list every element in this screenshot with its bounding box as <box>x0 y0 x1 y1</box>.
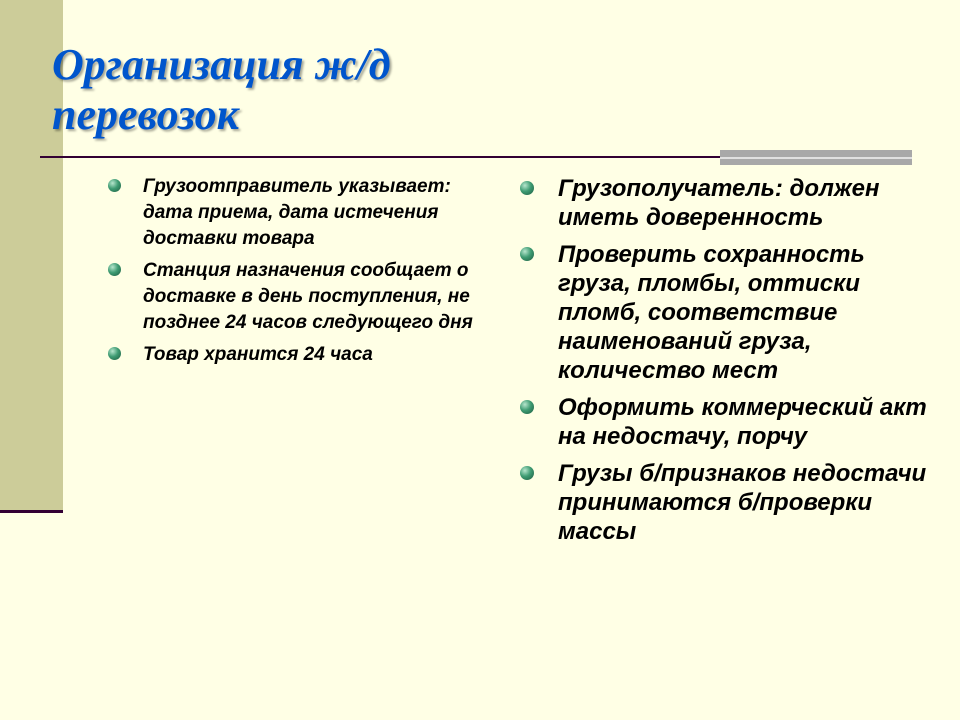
list-item <box>520 174 940 232</box>
slide-title <box>52 40 672 140</box>
title-line-1: Организация ж/д <box>52 40 391 89</box>
list-item <box>520 393 940 451</box>
list-item <box>108 258 488 336</box>
green-sphere-bullet-icon <box>108 347 121 360</box>
side-decor-line <box>0 510 63 513</box>
green-sphere-bullet-icon <box>108 179 121 192</box>
list-item-text: Оформить коммерческий акт на недостачу, порчу <box>558 394 927 450</box>
list-item-text: Проверить сохранность груза, пломбы, оттиски пломб, соответствие наименований груза, количество мест <box>558 241 865 384</box>
list-item-text: Грузоотправитель указывает: дата приема, дата истечения доставки товара <box>143 176 451 249</box>
green-sphere-bullet-icon <box>520 247 534 261</box>
list-item <box>520 240 940 385</box>
right-bullet-list <box>520 174 940 554</box>
list-item-text: Грузы б/признаков недостачи принимаются б/проверки массы <box>558 460 927 545</box>
green-sphere-bullet-icon <box>520 400 534 414</box>
left-bullet-list <box>108 174 488 374</box>
title-line-2: перевозок <box>52 90 239 139</box>
green-sphere-bullet-icon <box>108 263 121 276</box>
list-item-text: Грузополучатель: должен иметь доверенность <box>558 175 880 231</box>
green-sphere-bullet-icon <box>520 181 534 195</box>
list-item <box>520 459 940 546</box>
green-sphere-bullet-icon <box>520 466 534 480</box>
list-item-text: Станция назначения сообщает о доставке в день поступления, не позднее 24 часов следующего дня <box>143 260 473 333</box>
list-item <box>108 342 488 368</box>
list-item-text: Товар хранится 24 часа <box>143 344 373 365</box>
title-accent-bar <box>720 150 912 165</box>
list-item <box>108 174 488 252</box>
